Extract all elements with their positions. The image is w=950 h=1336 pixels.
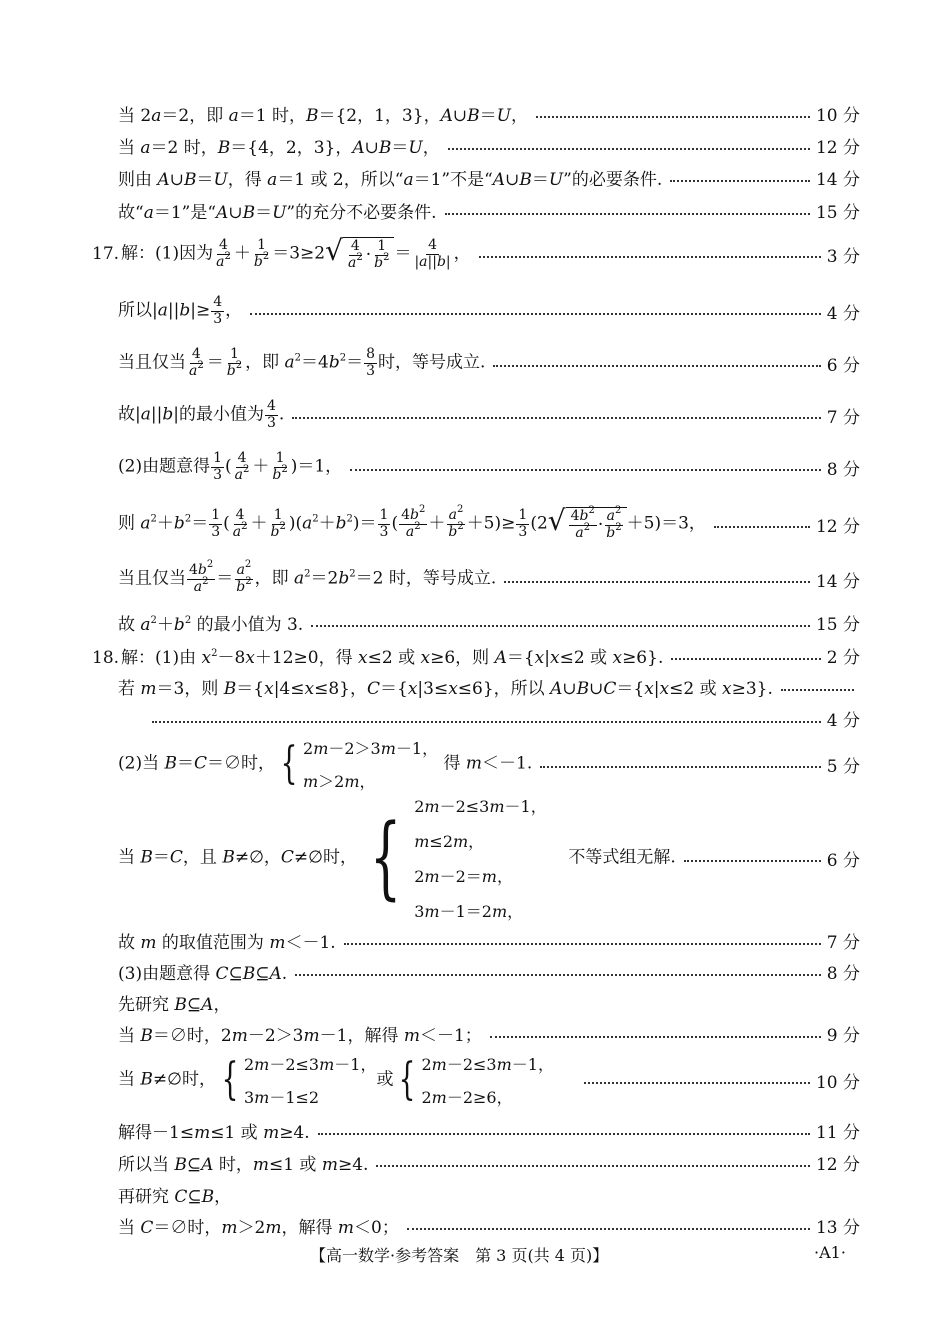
score: 6 分 — [826, 850, 860, 871]
score: 2 分 — [826, 648, 860, 668]
score: 4 分 — [826, 303, 860, 324]
score: 8 分 — [826, 459, 860, 480]
footer-title: 【高一数学·参考答案 第 3 页(共 4 页)】 — [310, 1246, 609, 1265]
answer-line: 故|a||b|的最小值为 $\frac{4}{3}$ . 7 分 — [118, 398, 860, 431]
footer-code: ·A1· — [814, 1243, 846, 1262]
answer-line: 所以|a||b|≥ $\frac{4}{3}$ ， 4 分 — [118, 294, 860, 327]
answer-line: 先研究 B⊆A， — [118, 995, 231, 1015]
score: 10 分 — [815, 1072, 860, 1093]
answer-line: 18. 解：(1)由 $x^2-8x+12\ge 0$，得 x≤2 或 x≥6，则 A＝{x|x≤2 或 x≥6}. 2 分 — [92, 643, 860, 668]
score: 11 分 — [815, 1123, 860, 1143]
score: 15 分 — [815, 203, 860, 223]
answer-line: 当 2a＝2，即 a＝1 时，B＝{2，1，3}，A∪B＝U， 10 分 — [118, 101, 860, 126]
score: 9 分 — [826, 1026, 860, 1046]
answer-line: 当且仅当 $\frac{4b^2}{a^2}$ ＝ $\frac{a^2}{b^2}$ ，即 $a^2=2b^2=2$ 时，等号成立. 14 分 — [118, 559, 860, 595]
score: 4 分 — [826, 711, 860, 731]
answer-line: 故 m 的取值范围为 m＜－1. 7 分 — [118, 928, 860, 953]
score: 12 分 — [815, 516, 860, 537]
answer-line: (2)当 B＝C＝∅时， { 2m－2＞3m－1， m＞2m， 得 m＜－1. 5 分 — [118, 738, 860, 791]
score: 12 分 — [815, 1155, 860, 1175]
score: 14 分 — [815, 571, 860, 592]
answer-line: 当且仅当 $\frac{4}{a^2}$ ＝ $\frac{1}{b^2}$ ，即 $a^2=4b^2=$ $\frac{8}{3}$ 时，等号成立. 6 分 — [118, 346, 860, 379]
question-number: 17. — [92, 243, 120, 264]
answer-line: 当 B＝∅时，2m－2＞3m－1，解得 m＜－1； 9 分 — [118, 1021, 860, 1046]
score: 7 分 — [826, 407, 860, 428]
answer-line: 当 a＝2 时，B＝{4，2，3}，A∪B＝U， 12 分 — [118, 133, 860, 158]
answer-line-continued — [152, 706, 860, 731]
score: 13 分 — [815, 1218, 860, 1238]
answer-line: 所以当 B⊆A 时，m≤1 或 m≥4. 12 分 — [118, 1150, 860, 1175]
score: 15 分 — [815, 615, 860, 635]
answer-line: 则由 A∪B＝U，得 a＝1 或 2，所以“a＝1”不是“A∪B＝U”的必要条件. 14 分 — [118, 165, 860, 190]
score: 7 分 — [826, 933, 860, 953]
question-number: 18. — [92, 648, 120, 668]
answer-line: 当 B＝C，且 B≠∅，C≠∅时， { 2m－2≤3m－1， m≤2m， 2m－2＝m， 3m－1＝2m， 不等式组无解. 6 分 — [118, 797, 860, 921]
answer-line: (3)由题意得 C⊆B⊆A. 8 分 — [118, 959, 860, 984]
score: 8 分 — [826, 964, 860, 984]
score: 12 分 — [815, 138, 860, 158]
answer-line: 故“a＝1”是“A∪B＝U”的充分不必要条件. 15 分 — [118, 198, 860, 223]
score: 6 分 — [826, 355, 860, 376]
score: 14 分 — [815, 170, 860, 190]
score: 10 分 — [815, 106, 860, 126]
score: 5 分 — [826, 756, 860, 777]
answer-line: (2)由题意得 $\frac{1}{3}$ ( $\frac{4}{a^2}$ ＋ $\frac{1}{b^2}$ )＝1， 8 分 — [118, 450, 860, 483]
answer-line: 若 m＝3，则 B＝{x|4≤x≤8}，C＝{x|3≤x≤6}，所以 A∪B∪C＝{x|x≤2 或 x≥3}. — [118, 674, 860, 699]
answer-line: 故 $a^2+b^2$ 的最小值为 3. 15 分 — [118, 610, 860, 635]
answer-line: 则 $a^2+b^2=$ $\frac{1}{3}$ ( $\frac{4}{a^2}$ ＋ $\frac{1}{b^2}$ )$(a^2+b^2)=$ $\frac{1}{3}$ ( $\frac{4b^2}{a^2}$ ＋ $\frac{a^2}{b^2}$ ＋5)≥ $\frac{1}{3}$ (2 √ $\frac{4b^2}{a^2}$ · $\frac{a^2}{b^2}$ ＋5)＝3， 12 分 — [118, 504, 860, 541]
answer-line: 当 C＝∅时，m＞2m，解得 m＜0； 13 分 — [118, 1213, 860, 1238]
answer-line: 解得－1≤m≤1 或 m≥4. 11 分 — [118, 1118, 860, 1143]
answer-line: 再研究 C⊆B， — [118, 1187, 232, 1207]
score: 3 分 — [826, 246, 860, 267]
answer-line: 当 B≠∅时， { 2m－2≤3m－1， 3m－1≤2 或 { 2m－2≤3m－1， 2m－2≥6， 10 分 — [118, 1054, 860, 1107]
answer-line: 17. 解：(1)因为 $\frac{4}{a^2}$ ＋ $\frac{1}{b^2}$ ＝3≥2 √ $\frac{4}{a^2}$ · $\frac{1}{b^2}$ ＝ $\frac{4}{|a||b|}$ ， 3 分 — [92, 234, 860, 271]
